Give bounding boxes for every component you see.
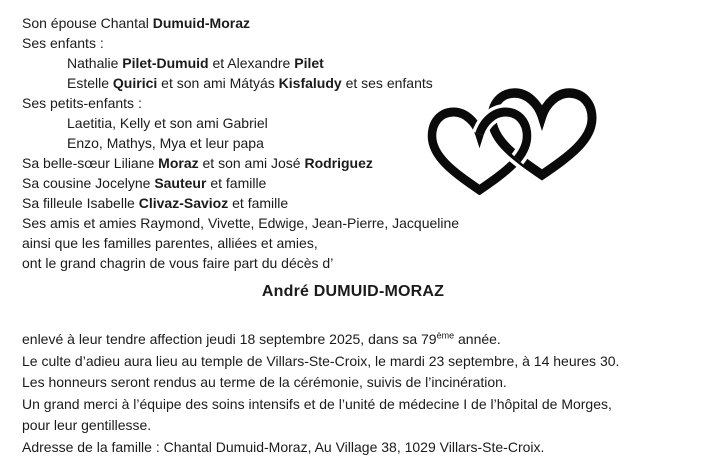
text-line xyxy=(22,394,619,416)
text-segment: Ses amis et amies Raymond, Vivette, Edwige, Jean-Pierre, Jacqueline xyxy=(22,215,460,231)
family-list xyxy=(22,13,459,273)
text-line xyxy=(22,153,459,173)
text-line xyxy=(22,13,459,33)
text-segment: ainsi que les familles parentes, alliées et amies, xyxy=(22,235,318,251)
text-segment: Enzo, Mathys, Mya et leur papa xyxy=(67,135,264,151)
text-segment: Un grand merci à l’équipe des soins intensifs et de l’unité de médecine I de l’hôpital de Morges, xyxy=(22,395,612,412)
text-segment: Pilet-Dumuid xyxy=(122,55,209,71)
text-segment: et son ami José xyxy=(198,155,305,171)
interlocked-hearts-icon xyxy=(425,85,600,195)
text-segment: Estelle xyxy=(67,75,113,91)
text-segment: enlevé à leur tendre affection jeudi 18 septembre 2025, dans sa 79 xyxy=(22,331,437,347)
text-segment: Pilet xyxy=(294,55,324,71)
text-segment: Clivaz-Savioz xyxy=(138,195,229,211)
text-segment: ont le grand chagrin de vous faire part du décès d’ xyxy=(22,255,334,271)
text-segment: Ses enfants : xyxy=(22,35,104,51)
text-segment: Son épouse Chantal xyxy=(22,15,153,31)
text-segment: Quirici xyxy=(112,75,158,91)
text-segment: pour leur gentillesse. xyxy=(22,417,152,433)
text-line xyxy=(22,372,619,394)
deceased-name: André DUMUID-MORAZ xyxy=(261,283,445,300)
text-segment: Le culte d’adieu aura lieu au temple de Villars-Ste-Croix, le mardi 23 septembre, à 14 heures 30. xyxy=(22,352,620,369)
text-segment: Laetitia, Kelly et son ami Gabriel xyxy=(67,115,268,131)
text-line xyxy=(22,213,459,233)
text-line xyxy=(22,351,619,373)
text-line xyxy=(22,93,459,113)
text-line xyxy=(22,233,459,253)
text-segment: Les honneurs seront rendus au terme de la cérémonie, suivis de l’incinération. xyxy=(22,374,507,390)
text-line xyxy=(22,53,459,73)
text-segment: Moraz xyxy=(158,155,199,171)
text-segment: et famille xyxy=(228,195,289,211)
text-segment: ème xyxy=(436,330,455,341)
text-line xyxy=(22,415,619,437)
text-line xyxy=(22,253,459,273)
text-line xyxy=(22,113,459,133)
text-segment: Nathalie xyxy=(67,55,123,71)
text-segment: et son ami Mátyás xyxy=(157,75,279,91)
text-segment: Adresse de la famille : Chantal Dumuid-Moraz, Au Village 38, 1029 Villars-Ste-Croix. xyxy=(22,438,545,455)
text-line xyxy=(22,33,459,53)
text-segment: Ses petits-enfants : xyxy=(22,95,142,111)
text-line xyxy=(22,329,619,351)
text-segment: Sauteur xyxy=(154,175,207,191)
text-segment: Rodriguez xyxy=(304,155,373,171)
text-line xyxy=(22,73,459,93)
text-segment: et ses enfants xyxy=(341,75,433,91)
text-segment: Dumuid-Moraz xyxy=(152,15,250,31)
text-segment: et famille xyxy=(206,175,267,191)
text-segment: année. xyxy=(454,331,501,347)
text-segment: Sa filleule Isabelle xyxy=(22,195,139,211)
text-segment: Kisfaludy xyxy=(278,75,342,91)
text-line xyxy=(22,193,459,213)
text-line xyxy=(22,133,459,153)
text-segment: et Alexandre xyxy=(208,55,295,71)
text-line xyxy=(22,437,619,459)
text-segment: Sa belle-sœur Liliane xyxy=(22,155,159,171)
text-segment: Sa cousine Jocelyne xyxy=(22,175,155,191)
details-list xyxy=(22,329,619,458)
text-line xyxy=(22,173,459,193)
